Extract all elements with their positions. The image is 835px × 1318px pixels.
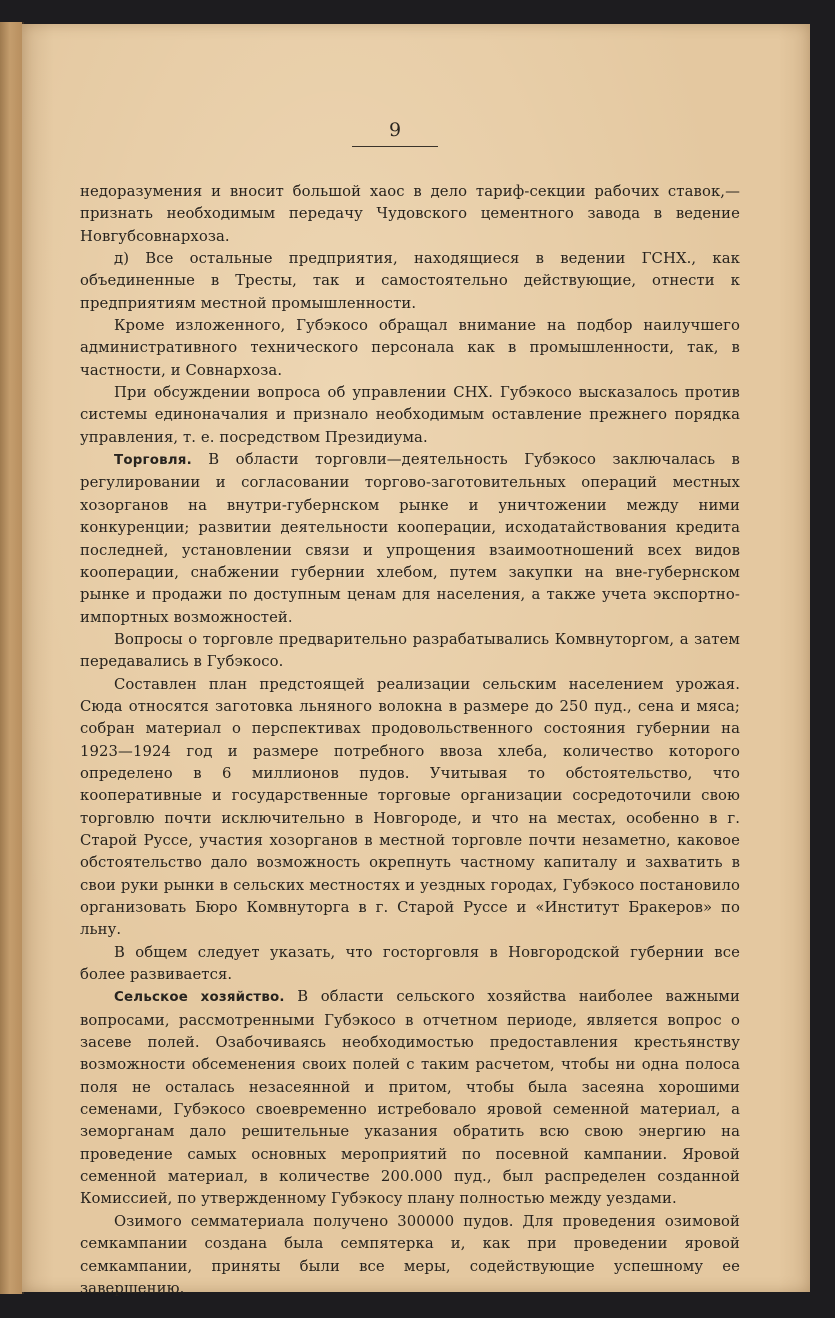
text-body — [80, 181, 740, 1300]
paragraph-p4 — [80, 382, 740, 449]
paragraph-text: Озимого семматериала получено 300000 пудов. Для проведения озимовой семкампании создана была семпятерка и, как при проведении яровой семкампании, приняты были все меры, содействующие успешному ее завершению. — [80, 1212, 740, 1297]
paragraph-p5-trade — [80, 449, 740, 629]
paragraph-p8 — [80, 942, 740, 987]
paragraph-p9-agriculture — [80, 986, 740, 1210]
page-number: 9 — [388, 119, 402, 141]
paragraph-text: В области сельского хозяйства наиболее важными вопросами, рассмотренными Губэкосо в отчетном периоде, является вопрос о засеве полей. Озабочиваясь необходимостью предоставления крестьянству возможности обсеменения своих полей с таким расчетом, чтобы ни одна полоса поля не осталась незасеянной и притом, чтобы была засеяна хорошими семенами, Губэкосо своевременно истребовало яровой семенной материал, а земорганам дало решительные указания обратить всю свою энергию на проведение самых основных мероприятий по посевной кампании. Яровой семенной материал, в количестве 200.000 пуд., был распределен созданной Комиссией, по утвержденному Губэкосу плану полностью между уездами. — [80, 988, 740, 1208]
section-heading-trade: Торговля. — [114, 453, 192, 469]
paragraph-p6 — [80, 629, 740, 674]
book-spine-edge — [0, 22, 24, 1294]
page-number-rule — [352, 146, 438, 147]
page-number-block — [352, 118, 438, 147]
document-page — [22, 24, 810, 1297]
paragraph-text: недоразумения и вносит большой хаос в дело тариф-секции рабочих ставок,—признать необходимым передачу Чудовского цементного завода в ведение Новгубсовнархоза. — [80, 183, 740, 245]
paragraph-text: Кроме изложенного, Губэкосо обращал внимание на подбор наилучшего административного технического персонала как в промышленности, так, в частности, и Совнархоза. — [80, 317, 740, 379]
paragraph-text: Составлен план предстоящей реализации сельским населением урожая. Сюда относятся заготовка льняного волокна в размере до 250 пуд., сена и мяса; собран материал о перспективах продовольственного состояния губернии на 1923—1924 год и размере потребного ввоза хлеба, количество которого определено в 6 миллионов пудов. Учитывая то обстоятельство, что кооперативные и государственные торговые организации сосредоточили свою торговлю почти исключительно в Новгороде, и что на местах, особенно в г. Старой Руссе, участия хозорганов в местной торговле почти незаметно, каковое обстоятельство дало возможность окрепнуть частному капиталу и захватить в свои руки рынки в сельских местностях и уездных городах, Губэкосо постановило организовать Бюро Комвнуторга в г. Старой Руссе и «Институт Бракеров» по льну. — [80, 675, 740, 939]
paragraph-text: При обсуждении вопроса об управлении СНХ. Губэкосо высказалось против системы единоначалия и признало необходимым оставление прежнего порядка управления, т. е. посредством Президиума. — [80, 384, 740, 446]
paragraph-p2 — [80, 248, 740, 315]
paragraph-p10 — [80, 1211, 740, 1300]
paragraph-text: В области торговли—деятельность Губэкосо заключалась в регулировании и согласовании торгово-заготовительных операций местных хозорганов на внутри-губернском рынке и уничтожении между ними конкуренции; развитии деятельности кооперации, исходатайствования кредита последней, установлении связи и упрощения взаимоотношений всех видов кооперации, снабжении губернии хлебом, путем закупки на вне-губернском рынке и продажи по доступным ценам для населения, а также учета экспортно-импортных возможностей. — [80, 451, 740, 626]
paragraph-p1 — [80, 181, 740, 248]
section-heading-agriculture: Сельское хозяйство. — [114, 990, 285, 1006]
paragraph-p7 — [80, 674, 740, 942]
paragraph-p3 — [80, 315, 740, 382]
paragraph-text: д) Все остальные предприятия, находящиеся в ведении ГСНХ., как объединенные в Тресты, так и самостоятельно действующие, отнести к предприятиям местной промышленности. — [80, 250, 740, 312]
paragraph-text: В общем следует указать, что госторговля в Новгородской губернии все более развивается. — [80, 943, 740, 984]
paragraph-text: Вопросы о торговле предварительно разрабатывались Комвнуторгом, а затем передавались в Губэкосо. — [80, 630, 740, 671]
